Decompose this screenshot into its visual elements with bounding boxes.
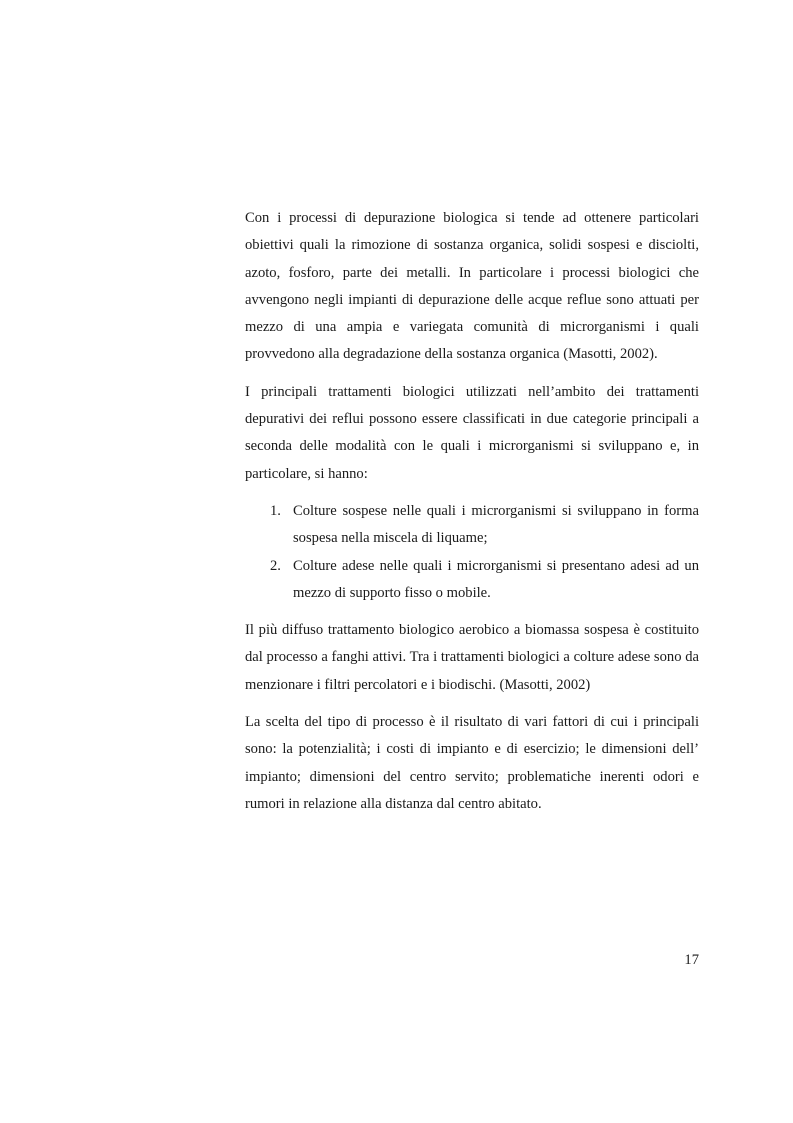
list-item-number: 1.	[270, 502, 281, 519]
list-item-text: Colture sospese nelle quali i microrganismi si sviluppano in forma sospesa nella miscela di liquame;	[293, 502, 699, 547]
culture-types-list	[245, 498, 699, 607]
list-item	[245, 553, 699, 608]
paragraph-intro: Con i processi di depurazione biologica si tende ad ottenere particolari obiettivi quali la rimozione di sostanza organica, solidi sospesi e disciolti, azoto, fosforo, parte dei metalli. In particolare i processi biologici che avvengono negli impianti di depurazione delle acque reflue sono attuati per mezzo di una ampia e variegata comunità di microrganismi i quali provvedono alla degradazione della sostanza organica (Masotti, 2002).	[245, 210, 699, 363]
page-number: 17	[684, 952, 699, 968]
list-item-number: 2.	[270, 557, 281, 574]
paragraph-activated-sludge: Il più diffuso trattamento biologico aerobico a biomassa sospesa è costituito dal processo a fanghi attivi. Tra i trattamenti biologici a colture adese sono da menzionare i filtri percolatori e i biodischi. (Masotti, 2002)	[245, 622, 699, 693]
list-item-text: Colture adese nelle quali i microrganismi si presentano adesi ad un mezzo di supporto fisso o mobile.	[293, 557, 699, 601]
paragraph-treatments: I principali trattamenti biologici utilizzati nell’ambito dei trattamenti depurativi dei reflui possono essere classificati in due categorie principali a seconda delle modalità con le quali i microrganismi si sviluppano e, in particolare, si hanno:	[245, 383, 699, 482]
paragraph-process-choice: La scelta del tipo di processo è il risultato di vari fattori di cui i principali sono: la potenzialità; i costi di impianto e di esercizio; le dimensioni dell’ impianto; dimensioni del centro servito; problematiche inerenti odori e rumori in relazione alla distanza dal centro abitato.	[245, 714, 699, 812]
body-text	[245, 205, 699, 828]
list-item	[245, 498, 699, 553]
